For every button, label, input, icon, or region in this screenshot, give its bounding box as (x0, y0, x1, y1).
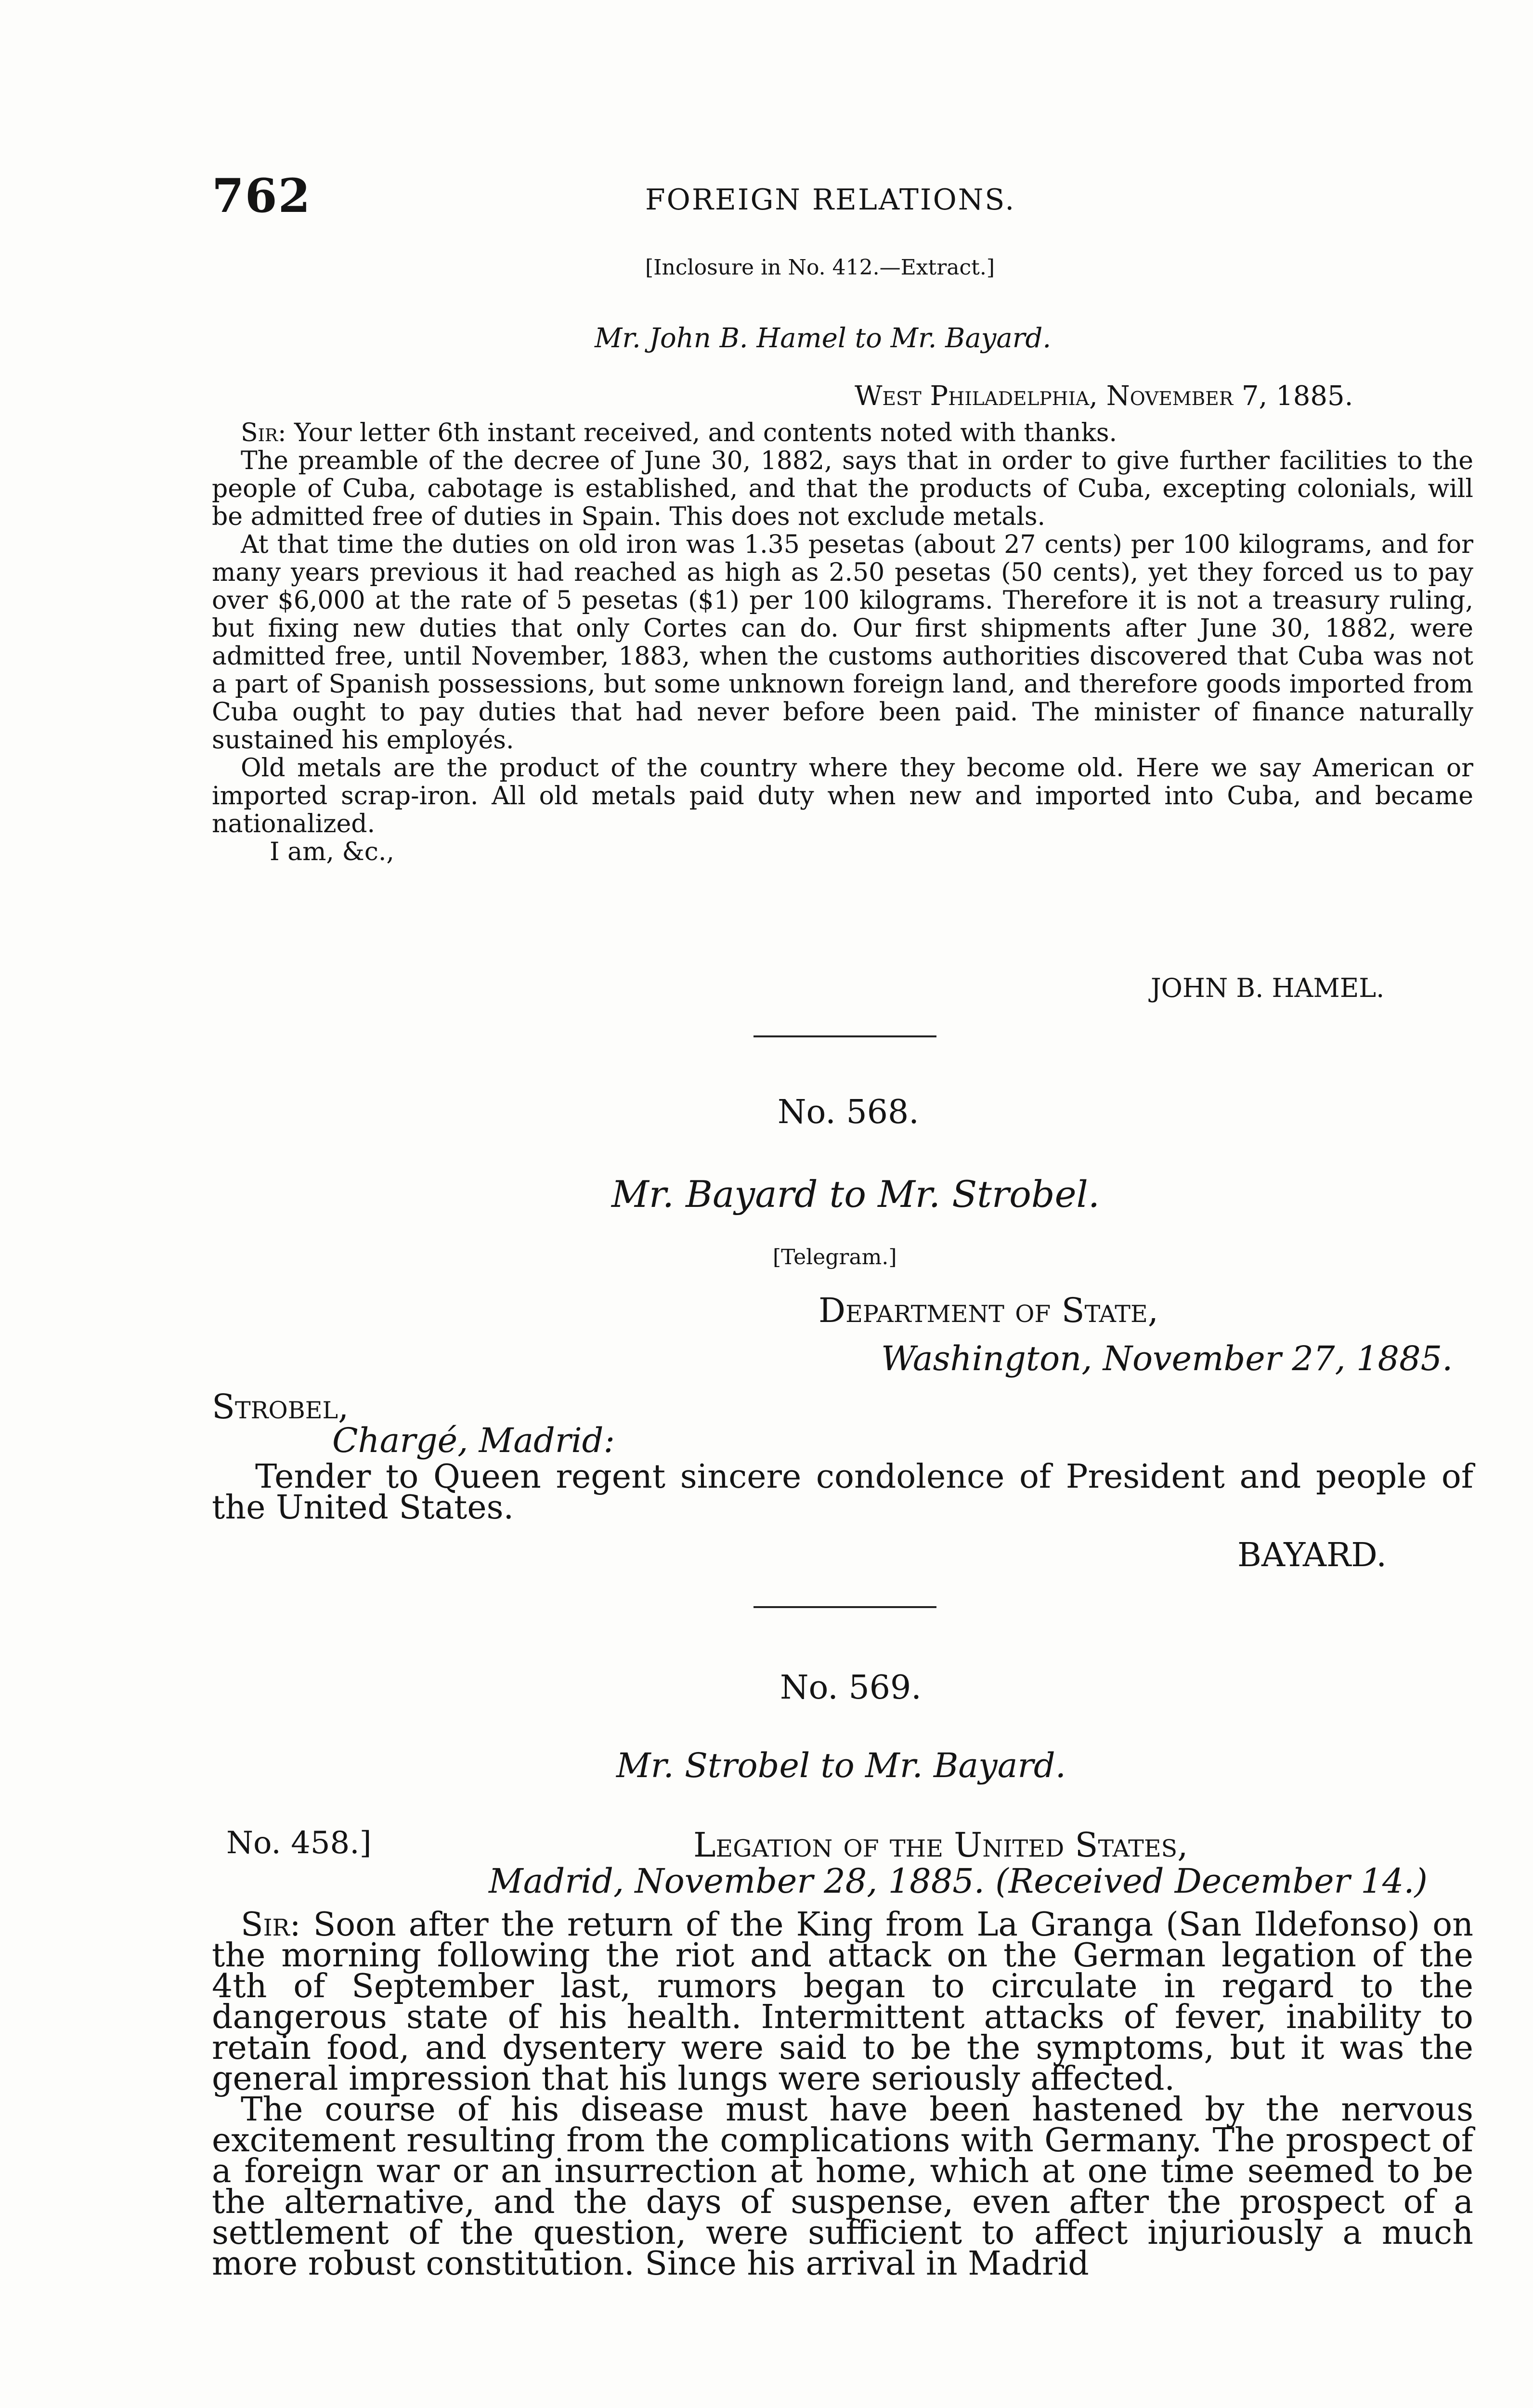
doc-568-addressee-role: Chargé, Madrid: (332, 1421, 615, 1460)
doc-569-ref-number: No. 458.] (226, 1825, 372, 1861)
doc-569-paragraph: The course of his disease must have been hastened by the nervous excitement resulting from the complications with Germany. The prospect of a foreign war or an insurrection at home, which at one time seemed to be the alternative, and the days of suspense, even after the prospect of a settlement of the question, were sufficient to affect injuriously a much more robust constitution. Since his arrival in Madrid (212, 2091, 1473, 2283)
doc-568-paragraph: Tender to Queen regent sincere condolence of President and people of the United States. (212, 1458, 1473, 1527)
enclosure-caption: [Inclosure in No. 412.—Extract.] (645, 255, 995, 280)
enclosure-salutation: Sir: (241, 419, 286, 447)
enclosure-paragraph: At that time the duties on old iron was 1.35 pesetas (about 27 cents) per 100 kilograms, and for many years previous it had reached as high as 2.50 pesetas (50 cents), yet they forced us to pay over $6,000 at the rate of 5 pesetas ($1) per 100 kilograms. Therefore it is not a treasury ruling, but fixing new duties that only Cortes can do. Our first shipments after June 30, 1882, were admitted free, until November, 1883, when the customs authorities discovered that Cuba was not a part of Spanish possessions, but some unknown foreign land, and therefore goods imported from Cuba ought to pay duties that had never before been paid. The minister of finance naturally sustained his employés. (212, 530, 1473, 755)
enclosure-place-date: West Philadelphia, November 7, 1885. (855, 380, 1353, 412)
doc-568-body (212, 1458, 1473, 1527)
doc-569-sender-line2: Madrid, November 28, 1885. (Received December 14.) (489, 1861, 1428, 1901)
enclosure-signature: JOHN B. HAMEL. (1151, 973, 1385, 1003)
section-divider (754, 1035, 936, 1037)
doc-569-title: Mr. Strobel to Mr. Bayard. (616, 1746, 1066, 1785)
doc-568-type: [Telegram.] (773, 1245, 897, 1269)
doc-568-sender-line2: Washington, November 27, 1885. (881, 1339, 1453, 1378)
running-head: FOREIGN RELATIONS. (645, 183, 1016, 217)
enclosure-paragraph: Sir: Your letter 6th instant received, and contents noted with thanks. (241, 419, 1117, 447)
doc-568-addressee: Strobel, (212, 1387, 349, 1426)
doc-569-body (212, 1906, 1474, 2283)
enclosure-paragraph: The preamble of the decree of June 30, 1882, says that in order to give further facilities to the people of Cuba, cabotage is established, and that the products of Cuba, excepting colonials, will be admitted free of duties in Spain. This does not exclude metals. (212, 446, 1473, 531)
enclosure-title: Mr. John B. Hamel to Mr. Bayard. (595, 323, 1052, 354)
doc-569-number: No. 569. (780, 1669, 922, 1707)
doc-569-salutation: Sir: (241, 1906, 301, 1944)
enclosure-closing: I am, &c., (270, 838, 394, 866)
doc-568-signature: BAYARD. (1237, 1536, 1387, 1574)
doc-569-sender-line1: Legation of the United States, (693, 1825, 1188, 1865)
enclosure-body (212, 419, 1473, 866)
enclosure-paragraph: Old metals are the product of the country where they become old. Here we say American or imported scrap-iron. All old metals paid duty when new and imported into Cuba, and became nationalized. (212, 754, 1473, 838)
doc-568-number: No. 568. (778, 1093, 919, 1131)
doc-568-sender-line1: Department of State, (818, 1291, 1159, 1330)
doc-568-title: Mr. Bayard to Mr. Strobel. (611, 1173, 1100, 1216)
section-divider (754, 1606, 936, 1608)
page-number: 762 (212, 169, 312, 223)
doc-569-paragraph: Sir: Soon after the return of the King from La Granga (San Ildefonso) on the morning following the riot and attack on the German legation of the 4th of September last, rumors began to circulate in regard to the dangerous state of his health. Intermittent attacks of fever, inability to retain food, and dysentery were said to be the symptoms, but it was the general impression that his lungs were seriously affected. (212, 1906, 1474, 2098)
